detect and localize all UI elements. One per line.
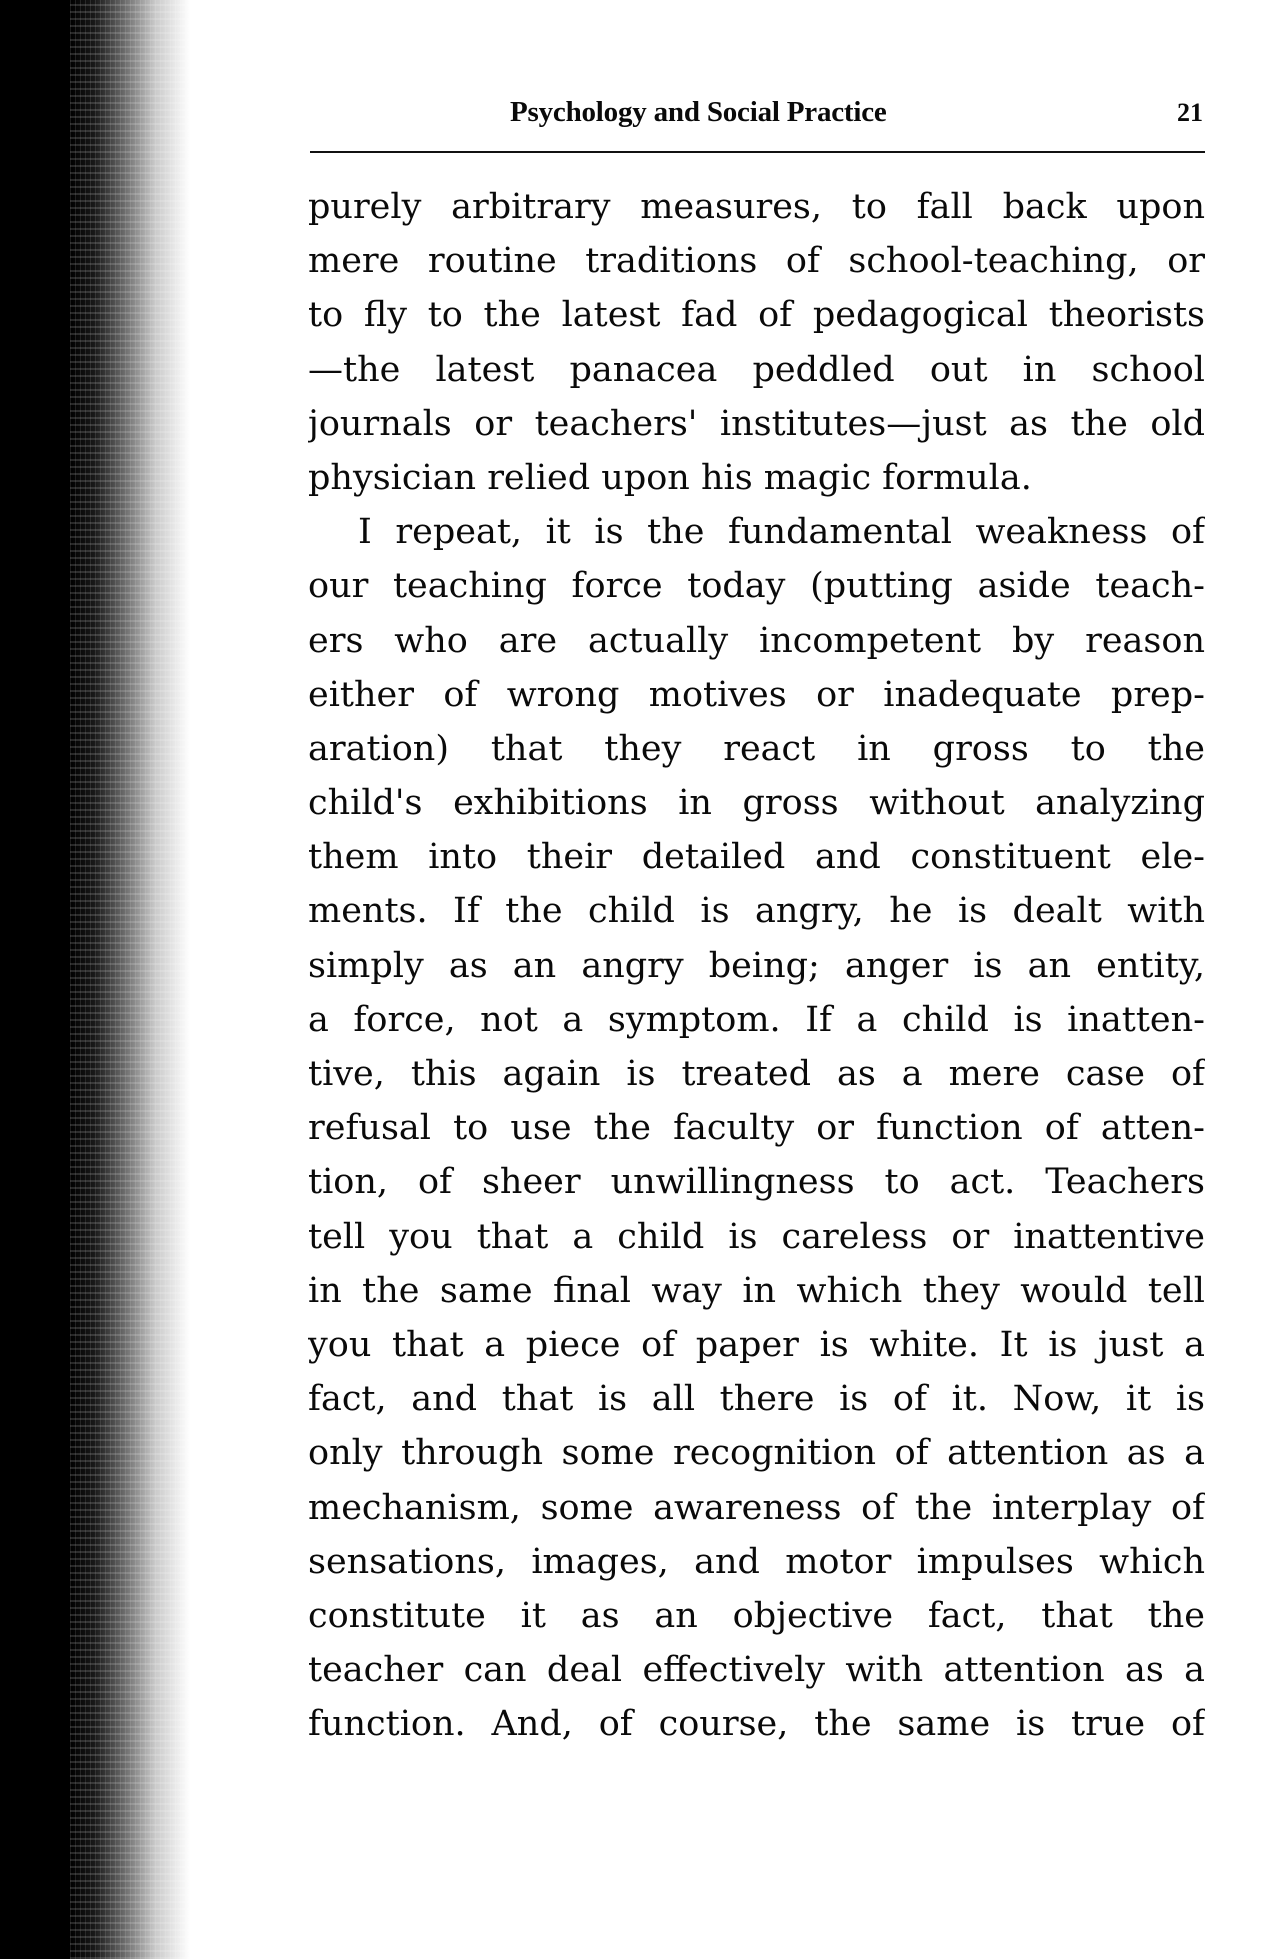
gutter-speckle: [70, 0, 190, 1959]
text-line: sensations, images, and motor impulses which: [308, 1541, 1205, 1582]
text-line: refusal to use the faculty or function of atten-: [308, 1108, 1205, 1149]
text-line: in the same final way in which they would tell: [308, 1270, 1205, 1311]
text-line: child's exhibitions in gross without analyzing: [308, 783, 1205, 824]
paragraph-first-line: I repeat, it is the fundamental weakness of: [358, 512, 1205, 553]
text-line: our teaching force today (putting aside teach-: [308, 566, 1205, 607]
text-line: tion, of sheer unwillingness to act. Teachers: [308, 1162, 1205, 1203]
text-line: constitute it as an objective fact, that the: [308, 1595, 1205, 1636]
text-line: mere routine traditions of school-teaching, or: [308, 241, 1205, 282]
text-line: —the latest panacea peddled out in school: [308, 349, 1205, 390]
text-line: function. And, of course, the same is true of: [308, 1704, 1205, 1745]
text-line: purely arbitrary measures, to fall back upon: [308, 187, 1205, 227]
text-line: fact, and that is all there is of it. Now, it is: [308, 1379, 1205, 1420]
text-line: simply as an angry being; anger is an entity,: [308, 945, 1205, 986]
text-line: a force, not a symptom. If a child is inatten-: [308, 999, 1205, 1040]
text-line: tell you that a child is careless or inattentive: [308, 1216, 1205, 1257]
text-line: them into their detailed and constituent ele-: [308, 837, 1205, 878]
text-line: teacher can deal effectively with attention as a: [308, 1650, 1205, 1691]
text-line: mechanism, some awareness of the interplay of: [308, 1487, 1205, 1528]
text-line: journals or teachers' institutes—just as the old: [308, 403, 1205, 444]
text-line: tive, this again is treated as a mere case of: [308, 1054, 1205, 1094]
running-head: Psychology and Social Practice: [510, 96, 887, 128]
text-line: aration) that they react in gross to the: [308, 728, 1205, 769]
page-header: [310, 94, 1205, 144]
header-rule: [310, 151, 1205, 153]
text-line: you that a piece of paper is white. It is just a: [308, 1324, 1205, 1365]
text-line: to fly to the latest fad of pedagogical theorists: [308, 295, 1205, 336]
text-line: only through some recognition of attention as a: [308, 1433, 1205, 1474]
text-line: either of wrong motives or inadequate prep-: [308, 674, 1205, 715]
body-text: [308, 180, 1205, 1751]
text-line: ers who are actually incompetent by reason: [308, 620, 1205, 661]
text-line: ments. If the child is angry, he is dealt with: [308, 891, 1205, 932]
text-line: physician relied upon his magic formula.: [308, 457, 1032, 498]
page-number: 21: [1177, 98, 1203, 127]
